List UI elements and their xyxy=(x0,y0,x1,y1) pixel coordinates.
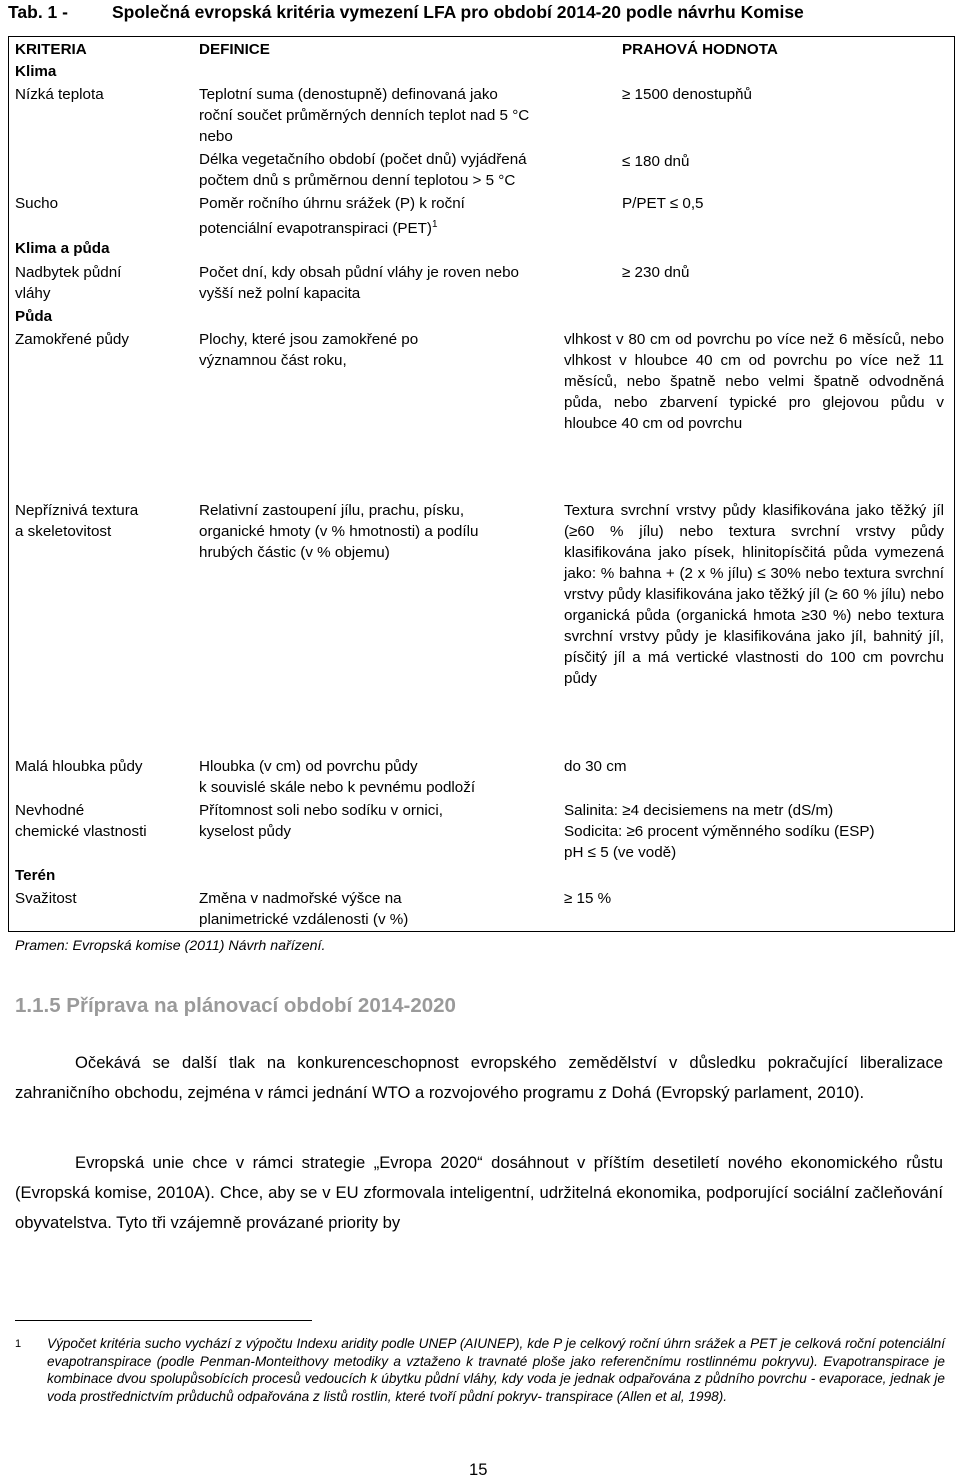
threshold-textura: Textura svrchní vrstvy půdy klasifikována jako těžký jíl (≥60 % jílu) nebo textura svrchní vrstvy půdy klasifikována jako písek, hlinitopísčitá půda vymezená jako: % bahna + (2 x % jílu) ≤ 30% nebo textura svrchní vrstvy půdy klasifikována jako těžký jíl (≥ 60 % jílu) nebo organická půda (organická hmota ≥30 %) nebo textura svrchní vrstvy půdy je klasifikována jako jíl, bahnitý jíl, písčitý jíl a má vertické vlastnosti do 100 cm povrchu půdy xyxy=(564,502,944,687)
criteria-nadbytek: Nadbytek půdní vláhy xyxy=(15,264,122,302)
threshold-svazitost: ≥ 15 % xyxy=(564,890,612,907)
definition-sucho-text: Poměr ročního úhrnu srážek (P) k roční potenciální evapotranspiraci (PET) xyxy=(199,195,465,238)
section-puda: Půda xyxy=(15,308,53,325)
paragraph-2: Evropská unie chce v rámci strategie „Evropa 2020“ dosáhnout v příštím desetiletí nového ekonomického růstu (Evropská komise, 2010A). Chce, aby se v EU zformovala inteligentní, udržitelná ekonomika, podporující sociální začleňování obyvatelstva. Tyto tři vzájemně provázané priority by xyxy=(15,1153,943,1232)
footnote-ref: 1 xyxy=(432,219,438,230)
section-teren: Terén xyxy=(15,867,56,884)
threshold-chemicke: Salinita: ≥4 decisiemens na metr (dS/m) Sodicita: ≥6 procent výměnného sodíku (ESP) pH ≤ 5 (ve vodě) xyxy=(564,802,875,861)
definition-textura: Relativní zastoupení jílu, prachu, písku, organické hmoty (v % hmotnosti) a podílu hrubých částic (v % objemu) xyxy=(199,502,479,561)
threshold-230-dnu: ≥ 230 dnů xyxy=(622,264,690,281)
criteria-svazitost: Svažitost xyxy=(15,890,77,907)
criteria-zamokrene: Zamokřené půdy xyxy=(15,331,129,348)
caption-label: Tab. 1 - xyxy=(8,2,68,22)
header-definition: DEFINICE xyxy=(199,41,270,58)
footnote-separator xyxy=(15,1320,312,1321)
definition-sucho xyxy=(199,193,465,239)
definition-chemicke: Přítomnost soli nebo sodíku v ornici, kyselost půdy xyxy=(199,802,443,840)
threshold-zamokrene: vlhkost v 80 cm od povrchu po více než 6 měsíců, nebo vlhkost v hloubce 40 cm od povrchu po více než 11 měsíců, nebo špatně nebo velmi špatně odvodněná půda, nebo zbarvení typické pro glejovou půdu v hloubce 40 cm od povrchu xyxy=(564,331,944,432)
threshold-180-dnu: ≤ 180 dnů xyxy=(622,153,690,170)
table-source: Pramen: Evropská komise (2011) Návrh nařízení. xyxy=(15,938,326,954)
criteria-textura: Nepříznivá textura a skeletovitost xyxy=(15,502,139,540)
definition-delka-vegetace: Délka vegetačního období (počet dnů) vyjádřená počtem dnů s průměrnou denní teplotou > 5 °C xyxy=(199,151,527,189)
definition-svazitost: Změna v nadmořské výšce na planimetrické vzdálenosti (v %) xyxy=(199,890,409,928)
criteria-chemicke: Nevhodné chemické vlastnosti xyxy=(15,802,147,840)
threshold-denostupne: ≥ 1500 denostupňů xyxy=(622,86,752,103)
definition-teplotni-suma: Teplotní suma (denostupně) definovaná jako roční součet průměrných denních teplot nad 5 °C nebo xyxy=(199,86,530,145)
footnote-text: Výpočet kritéria sucho vychází z výpočtu Indexu aridity podle UNEP (AIUNEP), kde P je celkový roční úhrn srážek a PET je celková roční potenciální evapotranspirace (podle Penman-Monteithovy metodiky a vztaženo k travnaté ploše jako referenčnímu rostlinnému pokryvu). Evapotranspirace je kombinace dvou spolupůsobících procesů vedoucích k úbytku půdní vláhy, kdy voda je jednak odpařována z půdního povrchu - evaporace, jednak je voda prostřednictvím průduchů odpařována z listů rostlin, které tvoří půdní pokryv- transpirace (Allen et al, 1998). xyxy=(47,1336,945,1404)
section-klima-puda: Klima a půda xyxy=(15,240,110,257)
section-heading: 1.1.5 Příprava na plánovací období 2014-2020 xyxy=(15,994,456,1017)
section-klima: Klima xyxy=(15,63,57,80)
definition-zamokrene: Plochy, které jsou zamokřené po významnou část roku, xyxy=(199,331,419,369)
table-caption xyxy=(8,2,804,23)
threshold-pet: P/PET ≤ 0,5 xyxy=(622,195,704,212)
paragraph-1: Očekává se další tlak na konkurenceschopnost evropského zemědělství v důsledku pokračující liberalizace zahraničního obchodu, zejména v rámci jednání WTO a rozvojového programu z Dohá (Evropský parlament, 2010). xyxy=(15,1053,943,1102)
header-criteria: KRITERIA xyxy=(15,41,87,58)
threshold-hloubka: do 30 cm xyxy=(564,758,627,775)
page-number: 15 xyxy=(469,1460,488,1479)
criteria-hloubka: Malá hloubka půdy xyxy=(15,758,143,775)
caption-title: Společná evropská kritéria vymezení LFA pro období 2014-20 podle návrhu Komise xyxy=(112,2,804,22)
header-threshold: PRAHOVÁ HODNOTA xyxy=(622,41,778,58)
definition-hloubka: Hloubka (v cm) od povrchu půdy k souvislé skále nebo k pevnému podloží xyxy=(199,758,476,796)
definition-nadbytek: Počet dní, kdy obsah půdní vláhy je roven nebo vyšší než polní kapacita xyxy=(199,264,519,302)
footnote-number: 1 xyxy=(15,1338,22,1350)
criteria-sucho: Sucho xyxy=(15,195,59,212)
criteria-nizka-teplota: Nízká teplota xyxy=(15,86,104,103)
